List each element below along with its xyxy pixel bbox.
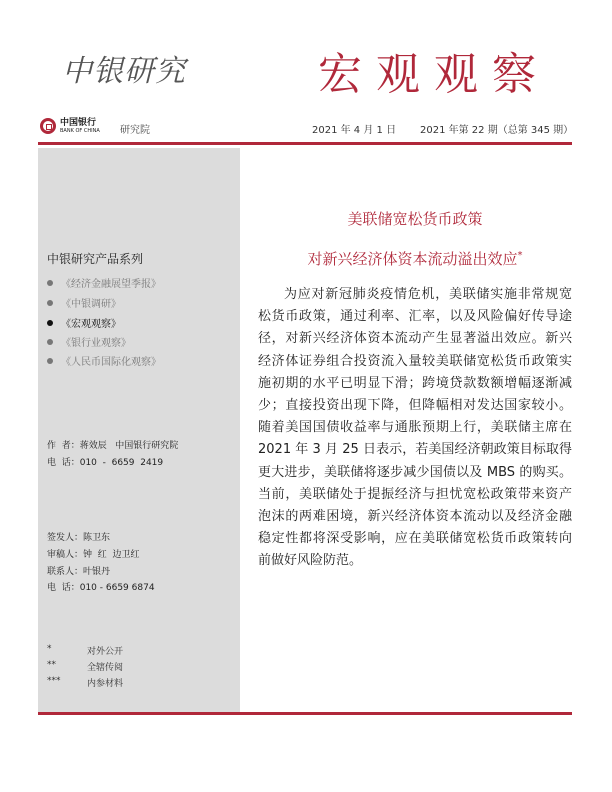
classification-label: 内参材料 (87, 679, 124, 689)
star-icon: *** (47, 676, 61, 686)
abstract-line: 稳定性都将深受影响，应在美联储宽松货币政策转向 (258, 531, 572, 547)
classification-label: 全辖传阅 (87, 663, 124, 673)
subtitle-text: 对新兴经济体资本流动溢出效应 (307, 250, 518, 268)
bank-research-logo: 中银研究 (62, 54, 186, 89)
abstract-line: 松货币政策，通过利率、汇率，以及风险偏好传导途 (258, 309, 572, 325)
classification-restricted (47, 676, 123, 689)
classification-internal (47, 660, 123, 673)
article-subtitle (258, 248, 572, 269)
bullet-icon (47, 280, 53, 286)
abstract-line: 随着美国国债收益率与通胀预期上行，美联储主席在 (258, 420, 572, 436)
series-item (47, 295, 121, 310)
abstract-line: 当前，美联储处于提振经济与担忧宽松政策带来资产 (258, 486, 572, 502)
bullet-icon (47, 358, 53, 364)
bank-name-en: BANK OF CHINA (60, 127, 100, 134)
institute-label: 研究院 (120, 125, 150, 136)
series-item-label: 《银行业观察》 (61, 338, 131, 349)
series-title: 宏观观察 (318, 49, 550, 100)
top-divider (38, 142, 572, 145)
series-item (47, 334, 131, 349)
classification-label: 对外公开 (87, 647, 124, 657)
publish-date: 2021 年 4 月 1 日 (312, 125, 397, 136)
abstract-line: 泡沫的两难困境，新兴经济体资本流动以及经济金融 (258, 509, 572, 525)
contact-phone: 电 话：010 - 6659 6874 (47, 583, 155, 593)
series-item-label: 《中银调研》 (61, 299, 121, 310)
reviewer: 审稿人：钟 红 边卫红 (47, 550, 140, 560)
star-icon: * (47, 644, 52, 654)
bank-name: 中国银行 (60, 117, 97, 128)
classification-public (47, 644, 123, 657)
bank-of-china-logo (40, 118, 100, 134)
abstract-line: 少；直接投资出现下降，但降幅相对发达国家较小。 (258, 398, 572, 414)
boc-emblem-icon (40, 118, 56, 134)
series-item-label: 《经济金融展望季报》 (61, 279, 161, 290)
abstract-line: 经济体证券组合投资流入量较美联储宽松货币政策实 (258, 353, 572, 369)
series-item-label: 《人民币国际化观察》 (61, 357, 161, 368)
article-abstract (258, 284, 572, 573)
star-icon: ** (47, 660, 56, 670)
abstract-line: 施初期的水平已明显下滑；跨境贷款数额增幅逐渐减 (258, 375, 572, 391)
abstract-line: 径，对新兴经济体资本流动产生显著溢出效应。新兴 (258, 331, 572, 347)
series-item-label: 《宏观观察》 (61, 319, 121, 330)
signer: 签发人：陈卫东 (47, 533, 111, 543)
author-phone: 电 话：010 - 6659 2419 (47, 458, 164, 468)
footnote-mark: * (517, 250, 523, 261)
bullet-icon (47, 339, 53, 345)
contact: 联系人：叶银丹 (47, 567, 111, 577)
product-series-heading: 中银研究产品系列 (47, 252, 144, 266)
bottom-divider (38, 712, 572, 715)
author: 作 者：蒋效辰 中国银行研究院 (47, 441, 179, 451)
series-item (47, 275, 161, 290)
abstract-line: 为应对新冠肺炎疫情危机，美联储实施非常规宽 (284, 287, 572, 302)
abstract-line: 2021 年 3 月 25 日表示，若美国经济朝政策目标取得 (258, 442, 572, 458)
bullet-icon (47, 320, 53, 326)
abstract-line: 更大进步，美联储将逐步减少国债以及 MBS 的购买。 (258, 464, 572, 480)
issue-number: 2021 年第 22 期（总第 345 期） (420, 125, 574, 136)
article-title: 美联储宽松货币政策 (347, 210, 483, 228)
sidebar (38, 148, 240, 712)
bullet-icon (47, 300, 53, 306)
series-item-active (47, 315, 121, 330)
series-item (47, 353, 161, 368)
abstract-line: 前做好风险防范。 (258, 553, 363, 569)
